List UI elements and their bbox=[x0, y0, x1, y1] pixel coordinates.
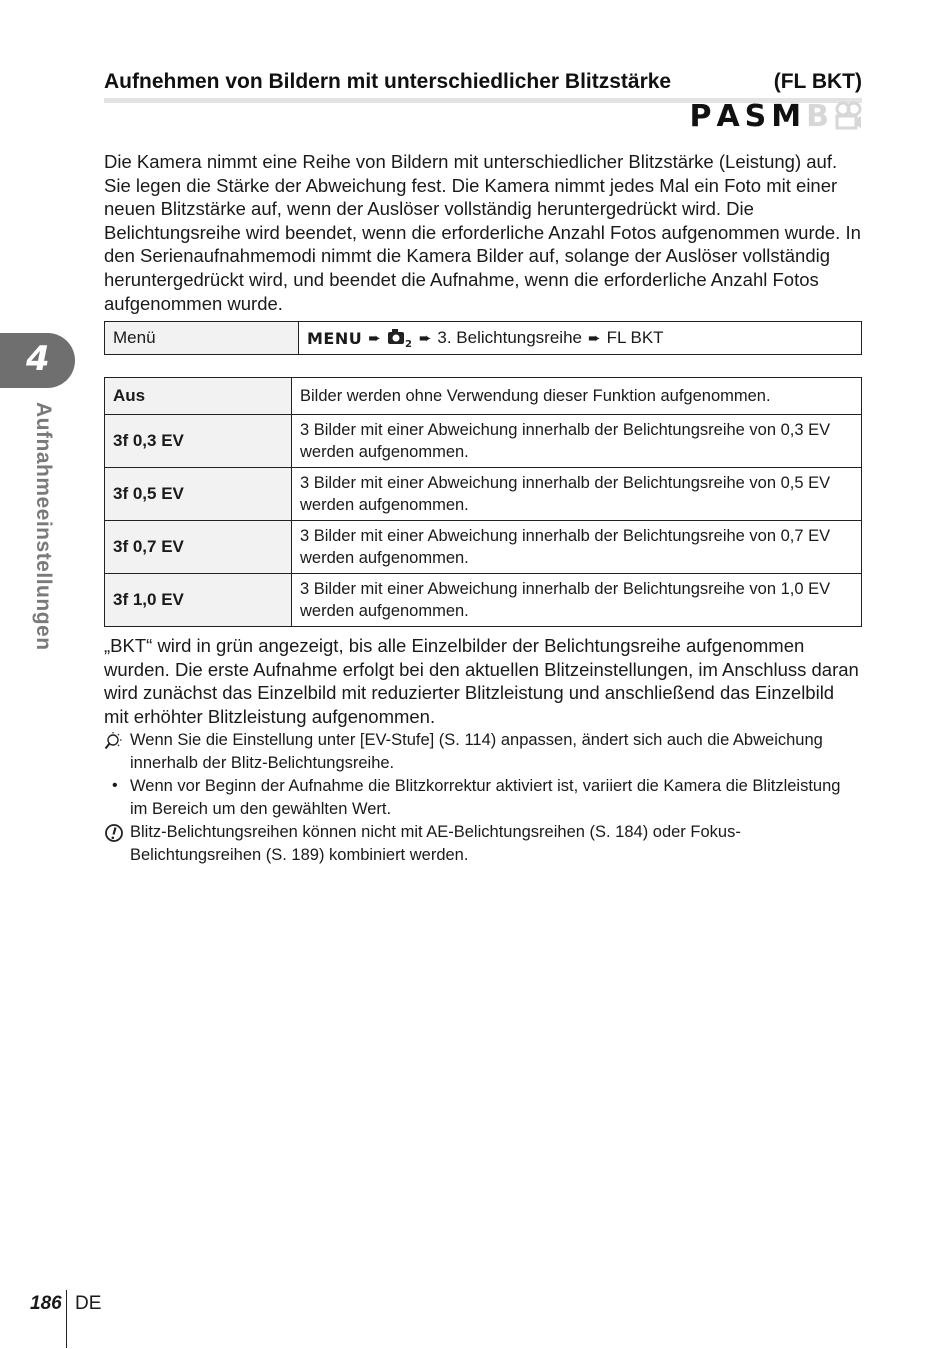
mode-p: P bbox=[689, 98, 712, 134]
bullet-note bbox=[104, 775, 862, 820]
menu-path bbox=[299, 322, 861, 354]
section-title: Aufnehmen von Bildern mit unterschiedlicher Blitzstärke bbox=[104, 70, 672, 93]
footer-divider bbox=[66, 1290, 67, 1348]
table-row bbox=[105, 415, 862, 468]
movie-icon bbox=[834, 101, 862, 131]
tip-note bbox=[104, 729, 862, 774]
bullet-text: Wenn vor Beginn der Aufnahme die Blitzkorrektur aktiviert ist, variiert die Kamera die Blitzleistung im Bereich um den gewählten Wert. bbox=[130, 777, 841, 818]
option-name: 3f 0,5 EV bbox=[105, 468, 292, 521]
mode-s: S bbox=[744, 98, 767, 134]
bkt-paragraph: „BKT“ wird in grün angezeigt, bis alle Einzelbilder der Belichtungsreihe aufgenommen wurden. Die erste Aufnahme erfolgt bei den aktuellen Blitzeinstellungen, im Anschluss daran wird zunächst das Einzelbild mit reduzierter Blitzleistung und anschließend das Einzelbild mit erhöhter Blitzleistung aufgenommen. bbox=[104, 635, 859, 727]
table-row bbox=[105, 468, 862, 521]
option-name: Aus bbox=[105, 378, 292, 415]
arrow-right-icon: ➨ bbox=[418, 330, 432, 347]
menu-path-box bbox=[104, 321, 862, 355]
caution-icon bbox=[104, 823, 126, 843]
menu-step: 3. Belichtungsreihe bbox=[437, 328, 582, 347]
svg-text:2: 2 bbox=[404, 339, 412, 348]
shooting-modes bbox=[689, 98, 862, 134]
section-code: (FL BKT) bbox=[773, 70, 862, 93]
menu-item: FL BKT bbox=[606, 328, 664, 347]
tip-text: Wenn Sie die Einstellung unter [EV-Stufe] (S. 114) anpassen, ändert sich auch die Abweichung innerhalb der Blitz-Belichtungsreihe. bbox=[130, 731, 823, 772]
table-row bbox=[105, 378, 862, 415]
option-name: 3f 1,0 EV bbox=[105, 574, 292, 627]
page-number: 186 bbox=[30, 1293, 62, 1314]
chapter-tab bbox=[0, 333, 75, 388]
option-description: Bilder werden ohne Verwendung dieser Funktion aufgenommen. bbox=[292, 378, 862, 415]
option-name: 3f 0,7 EV bbox=[105, 521, 292, 574]
caution-note bbox=[104, 821, 862, 866]
option-description: 3 Bilder mit einer Abweichung innerhalb der Belichtungsreihe von 0,3 EV werden aufgenommen. bbox=[292, 415, 862, 468]
option-description: 3 Bilder mit einer Abweichung innerhalb der Belichtungsreihe von 1,0 EV werden aufgenommen. bbox=[292, 574, 862, 627]
option-description: 3 Bilder mit einer Abweichung innerhalb der Belichtungsreihe von 0,5 EV werden aufgenommen. bbox=[292, 468, 862, 521]
language-code: DE bbox=[75, 1293, 102, 1314]
table-row bbox=[105, 521, 862, 574]
arrow-right-icon: ➨ bbox=[587, 330, 601, 347]
mode-a: A bbox=[716, 98, 740, 134]
option-description: 3 Bilder mit einer Abweichung innerhalb der Belichtungsreihe von 0,7 EV werden aufgenommen. bbox=[292, 521, 862, 574]
table-row bbox=[105, 574, 862, 627]
options-table bbox=[104, 377, 862, 627]
intro-paragraph: Die Kamera nimmt eine Reihe von Bildern mit unterschiedlicher Blitzstärke (Leistung) auf. Sie legen die Stärke der Abweichung fest. Die Kamera nimmt jedes Mal ein Foto mit einer neuen Blitzstärke auf, wenn der Auslöser vollständig heruntergedrückt wird. Die Belichtungsreihe wird beendet, wenn die erforderliche Anzahl Fotos aufgenommen wurde. In den Serienaufnahmemodi nimmt die Kamera Bilder auf, solange der Auslöser vollständig heruntergedrückt wird, und beendet die Aufnahme, wenn die erforderliche Anzahl Fotos aufgenommen wurde. bbox=[104, 151, 861, 314]
menu-path-label: Menü bbox=[105, 322, 299, 354]
caution-text: Blitz-Belichtungsreihen können nicht mit AE-Belichtungsreihen (S. 184) oder Fokus-Belichtungsreihen (S. 189) kombiniert werden. bbox=[130, 823, 741, 864]
mode-m: M bbox=[771, 98, 802, 134]
chapter-number: 4 bbox=[26, 339, 50, 379]
menu-button-label: MENU bbox=[307, 328, 363, 348]
tip-icon bbox=[104, 731, 126, 751]
arrow-right-icon: ➨ bbox=[368, 330, 381, 347]
option-name: 3f 0,3 EV bbox=[105, 415, 292, 468]
bullet-marker: • bbox=[112, 777, 118, 794]
mode-b: B bbox=[806, 98, 829, 134]
camera-tab-2-icon bbox=[387, 328, 413, 348]
chapter-label: Aufnahmeeinstellungen bbox=[32, 402, 55, 651]
